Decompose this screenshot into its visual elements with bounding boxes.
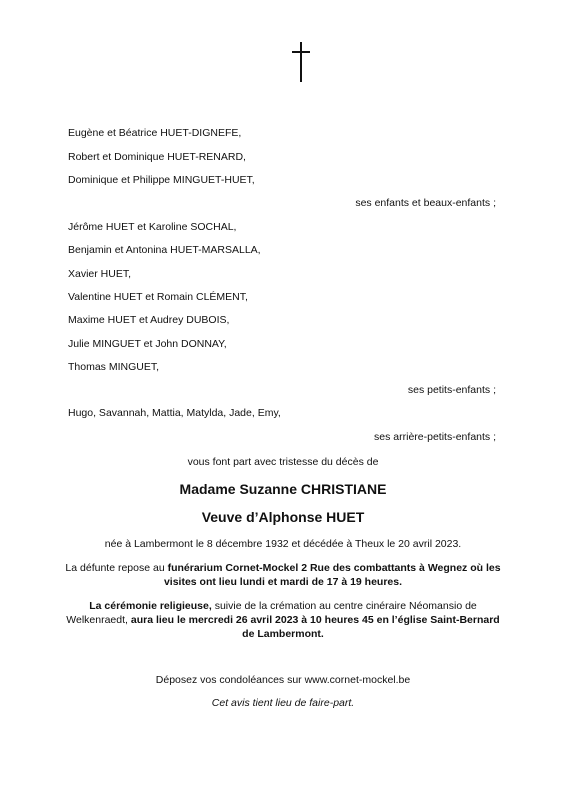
grandchildren-line-1: Jérôme HUET et Karoline SOCHAL, (68, 221, 237, 233)
grandchildren-line-7: Thomas MINGUET, (68, 361, 160, 373)
children-line-3: Dominique et Philippe MINGUET-HUET, (68, 174, 255, 186)
grandchildren-line-4: Valentine HUET et Romain CLÉMENT, (68, 291, 248, 303)
grandchildren-line-6: Julie MINGUET et John DONNAY, (68, 338, 227, 350)
deceased-name: Madame Suzanne CHRISTIANE (179, 481, 387, 497)
children-line-2: Robert et Dominique HUET-RENARD, (68, 151, 246, 163)
great-grandchildren-label: ses arrière-petits-enfants ; (374, 431, 496, 443)
rest-paragraph (60, 561, 506, 589)
ceremony-paragraph (60, 599, 506, 641)
announcement: vous font part avec tristesse du décès de (187, 456, 379, 468)
great-grandchildren-line: Hugo, Savannah, Mattia, Matylda, Jade, Emy, (68, 407, 281, 419)
rest-location: funérarium Cornet-Mockel 2 Rue des combattants à Wegnez où les visites ont lieu lundi et mardi de 17 à 19 heures. (163, 562, 501, 588)
notice-line (60, 697, 506, 709)
ceremony-text: suivie de la crémation au centre cinéraire Néomansio de Welkenraedt, (66, 600, 477, 626)
rest-text: La défunte repose au (65, 562, 168, 574)
cross-icon (286, 42, 316, 82)
deceased-widow: Veuve d’Alphonse HUET (201, 509, 365, 525)
notice-text: Cet avis tient lieu de faire-part. (211, 697, 355, 709)
ceremony-schedule: aura lieu le mercredi 26 avril 2023 à 10 heures 45 en l’église Saint-Bernard de Lambermont. (130, 614, 500, 640)
birth-death-line: née à Lambermont le 8 décembre 1932 et décédée à Theux le 20 avril 2023. (104, 538, 462, 550)
ceremony-title: La cérémonie religieuse, (89, 600, 212, 612)
grandchildren-label: ses petits-enfants ; (407, 384, 496, 396)
grandchildren-line-5: Maxime HUET et Audrey DUBOIS, (68, 314, 230, 326)
condolences-line: Déposez vos condoléances sur www.cornet-mockel.be (155, 674, 411, 686)
grandchildren-line-2: Benjamin et Antonina HUET-MARSALLA, (68, 244, 261, 256)
children-label: ses enfants et beaux-enfants ; (355, 197, 496, 209)
grandchildren-line-3: Xavier HUET, (68, 268, 132, 280)
children-line-1: Eugène et Béatrice HUET-DIGNEFE, (68, 127, 242, 139)
